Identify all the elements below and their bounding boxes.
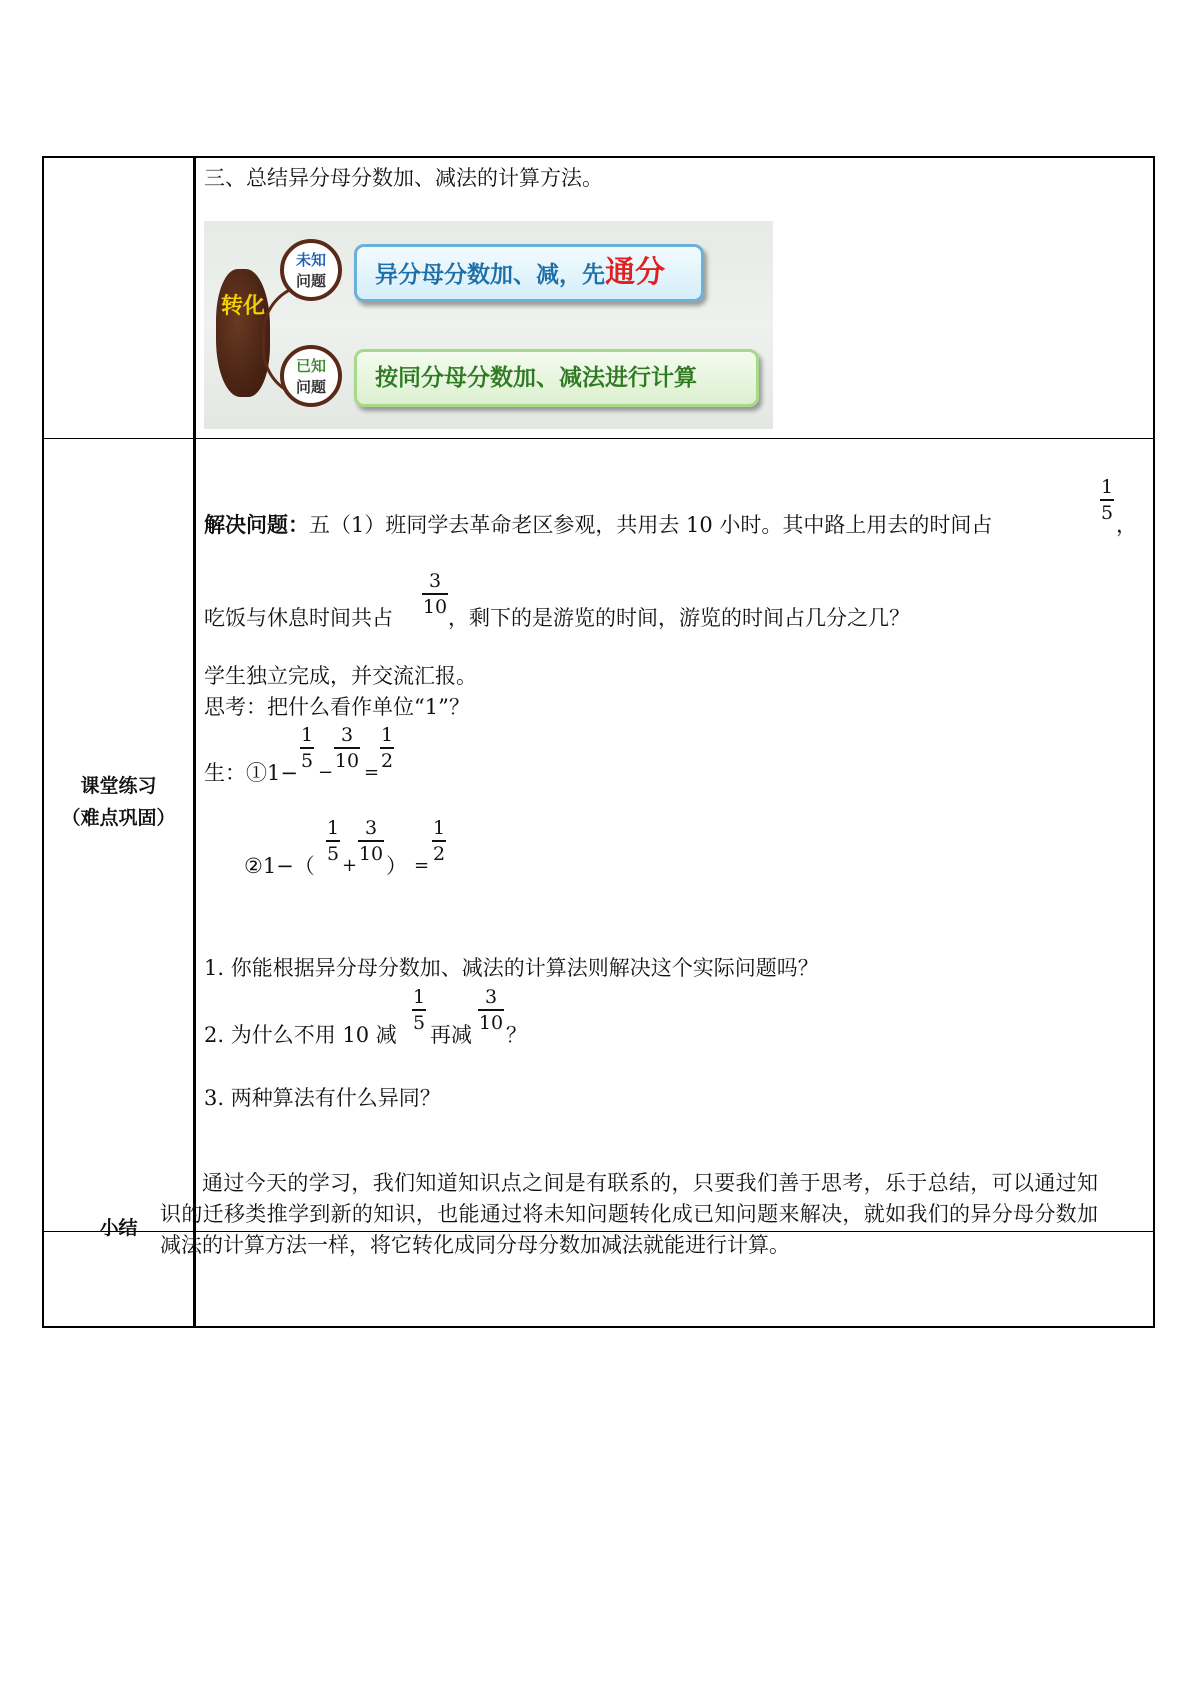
sol1-fraction-b: 3 10 (334, 724, 360, 772)
practice-label: 课堂练习 （难点巩固） (61, 775, 176, 829)
q2-fraction-b: 3 10 (478, 986, 504, 1034)
fraction-three-tenths: 3 10 (422, 570, 448, 618)
unknown-rule-box: 异分母分数加、减，先通分 (354, 244, 704, 302)
solution-2-prefix: ②1−（ (244, 854, 315, 878)
sol2-fraction-b: 3 10 (358, 817, 384, 865)
sol2-plus: + (342, 855, 358, 876)
problem-line-2a: 吃饭与休息时间共占 (204, 606, 393, 630)
sol1-equals: = (364, 762, 380, 783)
question-2a: 2. 为什么不用 10 减 (204, 1023, 397, 1047)
comma: ， (1116, 513, 1137, 537)
unknown-problem-circle: 未知 问题 (280, 239, 342, 301)
conversion-diagram (204, 221, 773, 429)
sol1-result: 1 2 (380, 724, 394, 772)
summary-label: 小结 (99, 1217, 138, 1239)
row-divider (44, 438, 1153, 439)
think-line: 思考：把什么看作单位“1”？ (204, 695, 470, 719)
sol1-fraction-a: 1 5 (300, 724, 314, 772)
sol2-result: 1 2 (432, 817, 446, 865)
summary-text: 通过今天的学习，我们知道知识点之间是有联系的，只要我们善于思考，乐于总结，可以通过知识的迁移类推学到新的知识，也能通过将未知问题转化成已知问题来解决，就如我们的异分母分数加减法的计算方法一样，将它转化成同分母分数加减法就能进行计算。 (160, 1171, 1098, 1257)
fraction-one-fifth: 1 5 (1100, 476, 1114, 524)
sol1-minus: − (318, 762, 334, 783)
sol2-close: ） (386, 854, 407, 878)
question-2b: 再减 (430, 1023, 472, 1047)
column-divider (193, 158, 196, 1326)
problem-line-2b: ，剩下的是游览的时间，游览的时间占几分之几？ (448, 606, 910, 630)
question-2c: ？ (506, 1023, 527, 1047)
sol2-fraction-a: 1 5 (326, 817, 340, 865)
q2-fraction-a: 1 5 (412, 986, 426, 1034)
known-rule-box: 按同分母分数加、减法进行计算 (354, 349, 759, 407)
solution-1-prefix: 生：①1− (204, 761, 298, 785)
section-heading: 三、总结异分母分数加、减法的计算方法。 (204, 166, 603, 190)
sol2-equals: = (414, 855, 430, 876)
lesson-table (42, 156, 1155, 1328)
question-1: 1. 你能根据异分母分数加、减法的计算法则解决这个实际问题吗？ (204, 956, 819, 980)
independent-line: 学生独立完成，并交流汇报。 (204, 664, 477, 688)
problem-line-1: 解决问题：五（1）班同学去革命老区参观，共用去 10 小时。其中路上用去的时间占 (204, 513, 993, 537)
known-problem-circle: 已知 问题 (280, 345, 342, 407)
question-3: 3. 两种算法有什么异同？ (204, 1086, 441, 1110)
conversion-label: 转化 (220, 294, 265, 319)
